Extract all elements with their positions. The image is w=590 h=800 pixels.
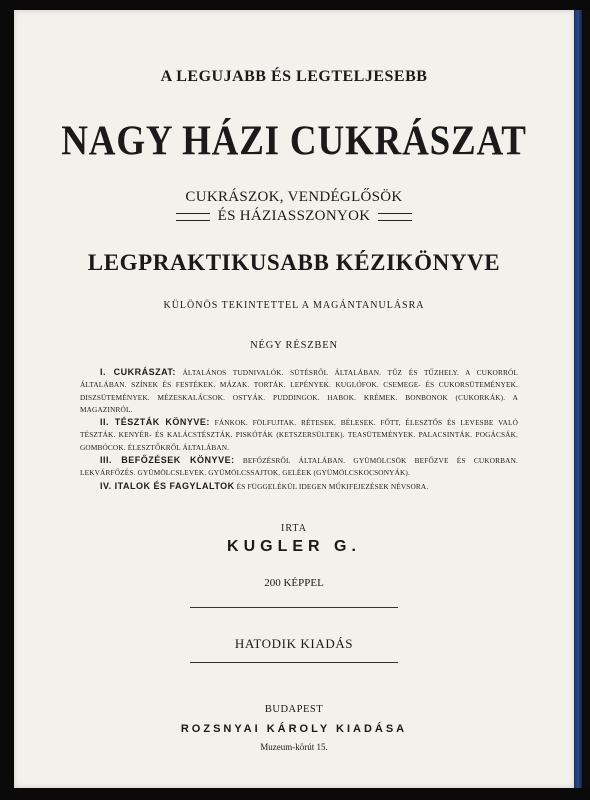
audience-line-2-row [14,208,574,225]
city: BUDAPEST [264,704,324,715]
part-1 [80,366,518,416]
part-3-text: BEFŐZÉSRŐL ÁLTALÁBAN. GYÜMÖLCSÖK BEFŐZVE ÉS CUKORBAN. LEKVÁRFŐZÉS. GYÜMÖLCSLEVEK. GYÜMÖLCSSAJTOK. GELÉEK (GYÜMÖLCSKOCSONYÁK). [80,456,518,478]
edition: HATODIK KIADÁS [234,636,354,651]
contents-summary [80,366,518,493]
edition-rule-bottom [190,662,398,663]
part-2-text: FÁNKOK. FÖLFUJTAK. RÉTESEK. BÉLESEK. FŐTT, ÉLESZTŐS ÉS LEVESBE VALÓ TÉSZTÁK. KENYÉR- ÉS KALÁCSTÉSZTÁK. PISKÓTÁK (KETSZERSÜLTEK). TEASÜTEMÉNYEK. PALACSINTÁK. POGÁCSÁK. GOMBÓCOK. ÉLESZTŐKRŐL ÁLTALÁBAN. [80,418,518,452]
publisher: ROZSNYAI KÁROLY KIADÁSA [180,723,408,735]
book-page [14,10,574,788]
part-4 [80,480,518,493]
part-2-head: II. TÉSZTÁK KÖNYVE: [100,417,210,428]
author-name: KUGLER G. [227,538,361,555]
part-4-text: ÉS FÜGGELÉKÜL IDEGEN MŰKIFEJEZÉSEK NÉVSORA. [236,481,429,491]
audience-line-1: CUKRÁSZOK, VENDÉGLŐSÖK [185,189,403,205]
written-by: IRTA [281,523,307,534]
subtitle: LEGPRAKTIKUSABB KÉZIKÖNYVE [87,250,501,275]
decorative-rule-left [176,213,210,221]
parts-line: NÉGY RÉSZBEN [250,340,338,351]
part-3-head: III. BEFŐZÉSEK KÖNYVE: [100,455,235,466]
illustrations-count: 200 KÉPPEL [264,577,324,589]
part-1-head: I. CUKRÁSZAT: [100,367,176,377]
decorative-rule-right [378,213,412,221]
publisher-address: Muzeum-körút 15. [260,742,328,752]
part-3 [80,454,518,480]
main-title: NAGY HÁZI CUKRÁSZAT [61,117,527,166]
part-4-head: IV. ITALOK ÉS FAGYLALTOK [100,480,235,491]
book-spine [574,10,582,788]
part-2 [80,416,518,454]
background-edge [582,10,590,788]
audience-line-2: ÉS HÁZIASSZONYOK [217,208,371,224]
edition-rule-top [190,607,398,608]
title-line-1: A LEGUJABB ÉS LEGTELJESEBB [160,68,428,85]
focus-line: KÜLÖNÖS TEKINTETTEL A MAGÁNTANULÁSRA [163,300,425,311]
part-1-text: ÁLTALÁNOS TUDNIVALÓK. SÜTÉSRŐL ÁLTALÁBAN. TŰZ ÉS TŰZHELY. A CUKORRÓL ÁLTALÁBAN. SZÍNEK ÉS FESTÉKEK. MÁZAK. TORTÁK. LEPÉNYEK. KUGLÓFOK. CSEMEGE- ÉS CUKORSÜTEMÉNYEK. DISZSÜTEMÉNYEK. MÉZESKALÁCSOK. OSTYÁK. PUDDINGOK. HABOK. KRÉMEK. BONBONOK (CUKORKÁK). A MAGAZINRÓL. [80,368,518,414]
